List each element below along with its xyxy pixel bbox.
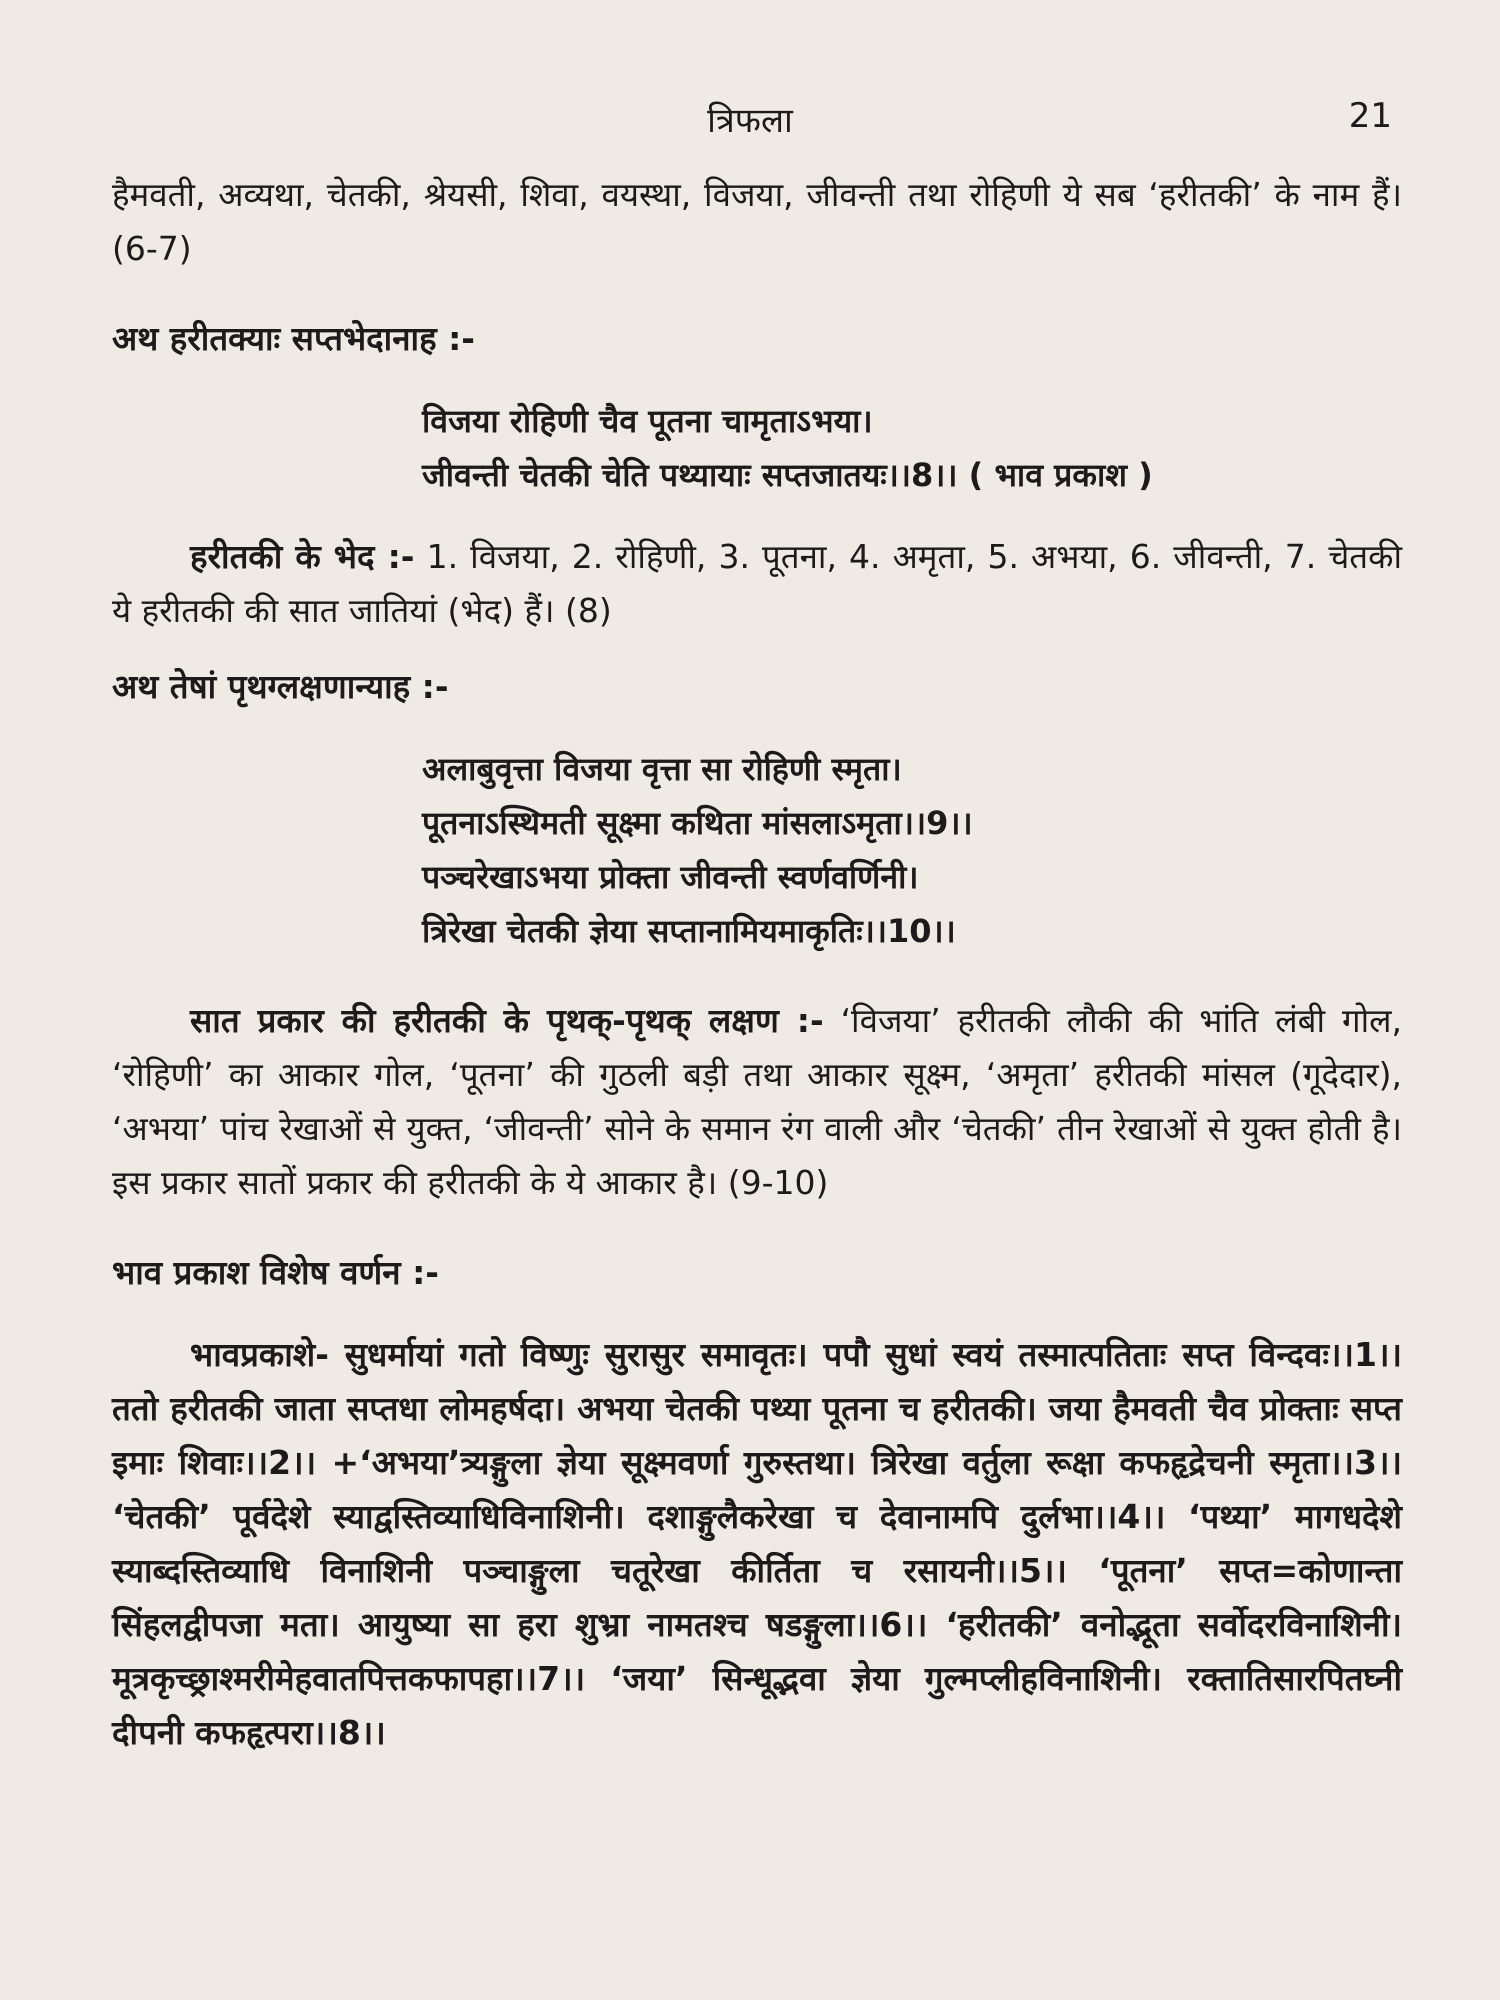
paragraph-types	[112, 530, 1402, 638]
paragraph-characteristics	[112, 994, 1402, 1210]
verse-line: अलाबुवृत्ता विजया वृत्ता सा रोहिणी स्मृता।	[422, 750, 902, 788]
paragraph-bhavprakash: भावप्रकाशे- सुधर्मायां गतो विष्णुः सुरासुर समावृतः। पपौ सुधां स्वयं तस्मात्पतिताः सप्त विन्दवः।।1।। ततो हरीतकी जाता सप्तधा लोमहर्षदा। अभया चेतकी पथ्या पूतना च हरीतकी। जया हैमवती चैव प्रोक्ताः सप्त इमाः शिवाः।।2।। +‘अभया’त्र्यङ्गुला ज्ञेया सूक्ष्मवर्णा गुरुस्तथा। त्रिरेखा वर्तुला रूक्षा कफहृद्रेचनी स्मृता।।3।। ‘चेतकी’ पूर्वदेशे स्याद्वस्तिव्याधिविनाशिनी। दशाङ्गुलैकरेखा च देवानामपि दुर्लभा।।4।। ‘पथ्या’ मागधदेशे स्याब्दस्तिव्याधि विनाशिनी पञ्चाङ्गुला चतूरेखा कीर्तिता च रसायनी।।5।। ‘पूतना’ सप्त=कोणान्ता सिंहलद्वीपजा मता। आयुष्या सा हरा शुभ्रा नामतश्च षडङ्गुला।।6।। ‘हरीतकी’ वनोद्भूता सर्वोदरविनाशिनी। मूत्रकृच्छ्राश्मरीमेहवातपित्तकफापहा।।7।। ‘जया’ सिन्धूद्भवा ज्ञेया गुल्मप्लीहविनाशिनी। रक्तातिसारपितघ्नी दीपनी कफहृत्परा।।8।।	[112, 1335, 1402, 1752]
verse-line: पूतनाऽस्थिमती सूक्ष्मा कथिता मांसलाऽमृता।।9।।	[422, 804, 973, 842]
page-body	[112, 168, 1402, 1760]
paragraph-lead: सात प्रकार की हरीतकी के पृथक्-पृथक् लक्षण :-	[190, 1001, 824, 1040]
verse-block-2	[112, 742, 1402, 958]
page-number: 21	[1348, 96, 1392, 136]
section-heading-bhavprakash: भाव प्रकाश विशेष वर्णन :-	[112, 1253, 439, 1292]
paragraph-text: 1. विजया, 2. रोहिणी, 3. पूतना, 4. अमृता, 5. अभया, 6. जीवन्ती, 7. चेतकी ये हरीतकी की सात जातियां (भेद) हैं। (8)	[112, 537, 1402, 630]
verse-block-1	[112, 394, 1402, 502]
section-heading-seven-types: अथ हरीतक्याः सप्तभेदानाह :-	[112, 319, 475, 358]
paragraph-lead: हरीतकी के भेद :-	[190, 537, 415, 576]
verse-line: विजया रोहिणी चैव पूतना चामृताऽभया।	[422, 402, 873, 440]
running-title: त्रिफला	[707, 101, 793, 141]
verse-line: त्रिरेखा चेतकी ज्ञेया सप्तानामियमाकृतिः।।10।।	[422, 912, 956, 950]
paragraph-names: हैमवती, अव्यथा, चेतकी, श्रेयसी, शिवा, वयस्था, विजया, जीवन्ती तथा रोहिणी ये सब ‘हरीतकी’ के नाम हैं। (6-7)	[112, 175, 1402, 268]
verse-line: जीवन्ती चेतकी चेति पथ्यायाः सप्तजातयः।।8।। ( भाव प्रकाश )	[422, 456, 1153, 494]
section-heading-characteristics: अथ तेषां पृथग्लक्षणान्याह :-	[112, 667, 449, 706]
verse-line: पञ्चरेखाऽभया प्रोक्ता जीवन्ती स्वर्णवर्णिनी।	[422, 858, 919, 896]
paragraph-text: ‘विजया’ हरीतकी लौकी की भांति लंबी गोल, ‘रोहिणी’ का आकार गोल, ‘पूतना’ की गुठली बड़ी तथा आकार सूक्ष्म, ‘अमृता’ हरीतकी मांसल (गूदेदार), ‘अभया’ पांच रेखाओं से युक्त, ‘जीवन्ती’ सोने के समान रंग वाली और ‘चेतकी’ तीन रेखाओं से युक्त होती है। इस प्रकार सातों प्रकार की हरीतकी के ये आकार है। (9-10)	[112, 1001, 1402, 1202]
page-header	[0, 96, 1500, 146]
